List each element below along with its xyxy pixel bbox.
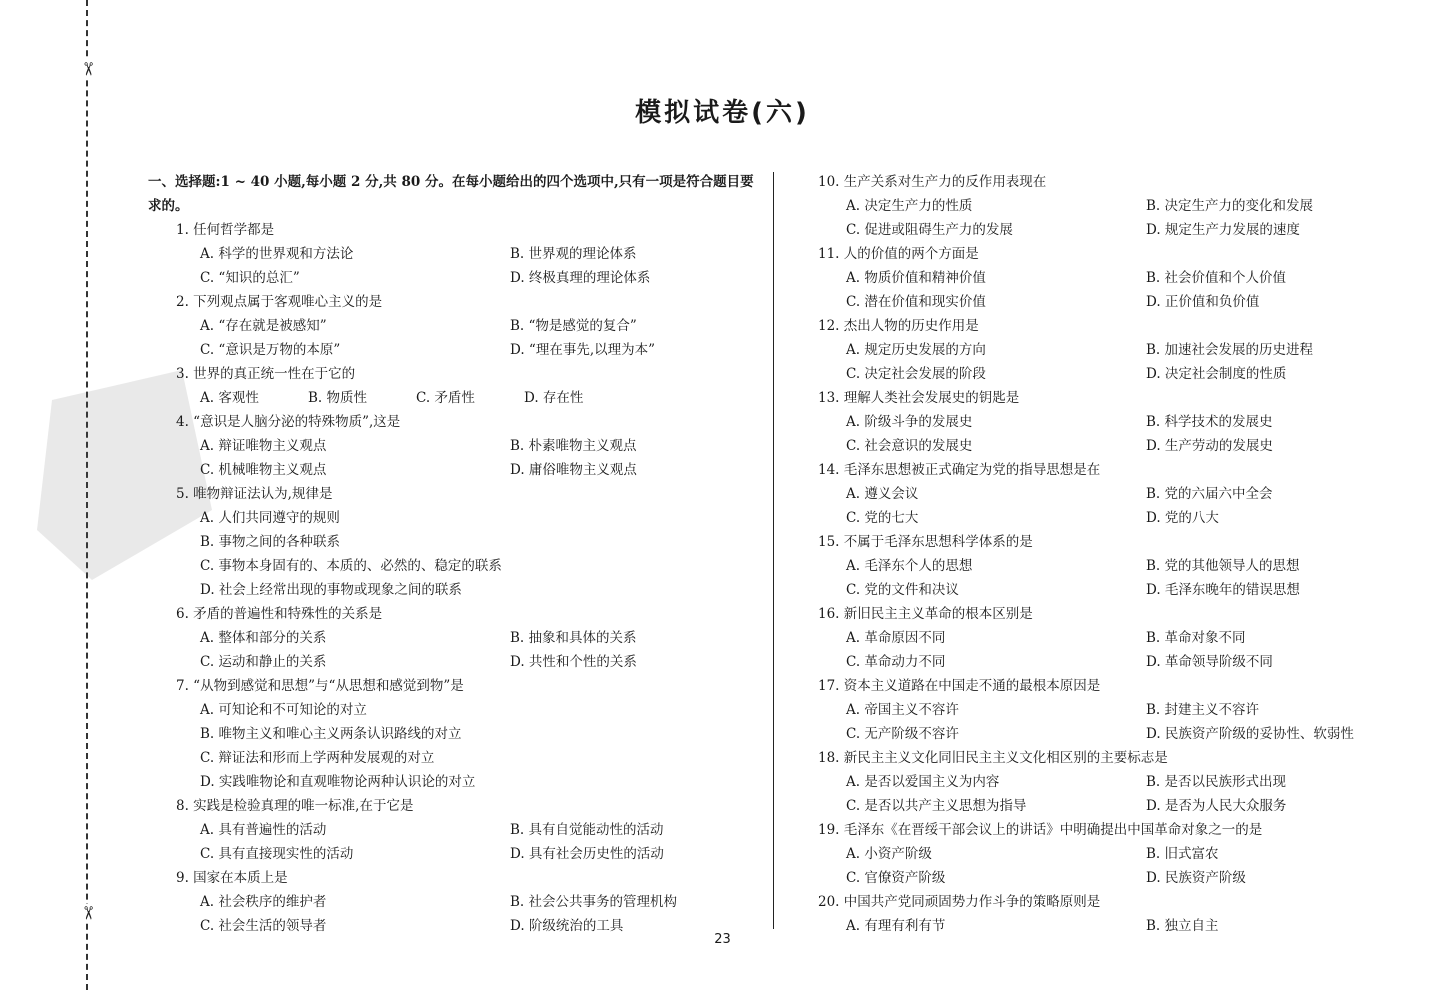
option: D. 毛泽东晚年的错误思想 — [1146, 582, 1300, 598]
options — [148, 386, 760, 410]
question-stem: 1. 任何哲学都是 — [176, 222, 275, 238]
option: A. 客观性 — [200, 390, 259, 406]
options — [818, 554, 1378, 602]
option: A. 决定生产力的性质 — [846, 198, 973, 214]
option: D. 阶级统治的工具 — [510, 918, 624, 934]
question-stem: 12. 杰出人物的历史作用是 — [818, 318, 979, 334]
scissors-icon: ✂ — [77, 61, 98, 77]
option: A. 小资产阶级 — [846, 846, 932, 862]
option: A. 社会秩序的维护者 — [200, 894, 327, 910]
question-stem: 5. 唯物辩证法认为,规律是 — [176, 486, 333, 502]
question-stem: 6. 矛盾的普遍性和特殊性的关系是 — [176, 606, 383, 622]
option: B. 世界观的理论体系 — [510, 246, 637, 262]
options — [148, 698, 760, 794]
option: D. 庸俗唯物主义观点 — [510, 462, 637, 478]
option: D. 生产劳动的发展史 — [1146, 438, 1273, 454]
question-stem: 14. 毛泽东思想被正式确定为党的指导思想是在 — [818, 462, 1101, 478]
options — [818, 770, 1378, 818]
options — [148, 314, 760, 362]
question-stem: 8. 实践是检验真理的唯一标准,在于它是 — [176, 798, 414, 814]
option: C. 机械唯物主义观点 — [200, 462, 327, 478]
option: A. 可知论和不可知论的对立 — [200, 702, 367, 718]
option: A. 是否以爱国主义为内容 — [846, 774, 1000, 790]
options — [148, 890, 760, 938]
option: D. 社会上经常出现的事物或现象之间的联系 — [200, 582, 462, 598]
options — [818, 410, 1378, 458]
option: C. “知识的总汇” — [200, 270, 300, 286]
question-stem: 4. “意识是人脑分泌的特殊物质”,这是 — [176, 414, 401, 430]
option: A. 物质价值和精神价值 — [846, 270, 986, 286]
option: B. 社会价值和个人价值 — [1146, 270, 1287, 286]
question-stem: 11. 人的价值的两个方面是 — [818, 246, 979, 262]
option: B. 具有自觉能动性的活动 — [510, 822, 664, 838]
option: D. 正价值和负价值 — [1146, 294, 1260, 310]
option: C. “意识是万物的本原” — [200, 342, 341, 358]
option: D. “理在事先,以理为本” — [510, 342, 656, 358]
options — [818, 482, 1378, 530]
options — [818, 194, 1378, 242]
option: C. 潜在价值和现实价值 — [846, 294, 986, 310]
left-column — [148, 170, 760, 938]
option: D. 是否为人民大众服务 — [1146, 798, 1287, 814]
option: D. 民族资产阶级的妥协性、软弱性 — [1146, 726, 1354, 742]
question-stem: 15. 不属于毛泽东思想科学体系的是 — [818, 534, 1033, 550]
option: D. 存在性 — [524, 390, 584, 406]
page-number: 23 — [714, 932, 731, 947]
option: A. 辩证唯物主义观点 — [200, 438, 327, 454]
option: D. 民族资产阶级 — [1146, 870, 1246, 886]
option: B. 社会公共事务的管理机构 — [510, 894, 678, 910]
option: B. 事物之间的各种联系 — [200, 534, 341, 550]
option: A. 具有普遍性的活动 — [200, 822, 327, 838]
option: D. 党的八大 — [1146, 510, 1219, 526]
option: D. 具有社会历史性的活动 — [510, 846, 664, 862]
option: B. 朴素唯物主义观点 — [510, 438, 637, 454]
option: C. 社会生活的领导者 — [200, 918, 327, 934]
options — [148, 626, 760, 674]
right-column — [818, 170, 1378, 938]
option: C. 辩证法和形而上学两种发展观的对立 — [200, 750, 435, 766]
options — [148, 242, 760, 290]
option: B. 加速社会发展的历史进程 — [1146, 342, 1314, 358]
option: B. 决定生产力的变化和发展 — [1146, 198, 1314, 214]
question-stem: 2. 下列观点属于客观唯心主义的是 — [176, 294, 383, 310]
option: B. 唯物主义和唯心主义两条认识路线的对立 — [200, 726, 462, 742]
options — [818, 698, 1378, 746]
option: C. 运动和静止的关系 — [200, 654, 327, 670]
options — [818, 338, 1378, 386]
option: B. 物质性 — [308, 390, 368, 406]
option: D. 共性和个性的关系 — [510, 654, 637, 670]
option: C. 矛盾性 — [416, 390, 475, 406]
option: A. 阶级斗争的发展史 — [846, 414, 973, 430]
option: C. 无产阶级不容许 — [846, 726, 959, 742]
option: C. 革命动力不同 — [846, 654, 946, 670]
question-stem: 10. 生产关系对生产力的反作用表现在 — [818, 174, 1047, 190]
option: C. 官僚资产阶级 — [846, 870, 946, 886]
column-divider — [773, 172, 774, 929]
option: A. 人们共同遵守的规则 — [200, 510, 340, 526]
options — [148, 506, 760, 602]
option: C. 决定社会发展的阶段 — [846, 366, 986, 382]
option: A. 帝国主义不容许 — [846, 702, 959, 718]
page-title: 模拟试卷(六) — [635, 98, 810, 128]
options — [818, 842, 1378, 890]
option: B. 封建主义不容许 — [1146, 702, 1260, 718]
options — [818, 266, 1378, 314]
option: C. 事物本身固有的、本质的、必然的、稳定的联系 — [200, 558, 502, 574]
question-stem: 20. 中国共产党同顽固势力作斗争的策略原则是 — [818, 894, 1101, 910]
option: B. 抽象和具体的关系 — [510, 630, 637, 646]
option: C. 具有直接现实性的活动 — [200, 846, 354, 862]
option: A. 毛泽东个人的思想 — [846, 558, 973, 574]
option: C. 党的七大 — [846, 510, 919, 526]
option: C. 党的文件和决议 — [846, 582, 959, 598]
question-stem: 17. 资本主义道路在中国走不通的最根本原因是 — [818, 678, 1101, 694]
question-stem: 7. “从物到感觉和思想”与“从思想和感觉到物”是 — [176, 678, 464, 694]
question-stem: 18. 新民主主义文化同旧民主主义文化相区别的主要标志是 — [818, 750, 1168, 766]
question-stem: 16. 新旧民主主义革命的根本区别是 — [818, 606, 1033, 622]
option: A. 科学的世界观和方法论 — [200, 246, 354, 262]
option: D. 决定社会制度的性质 — [1146, 366, 1287, 382]
option: C. 是否以共产主义思想为指导 — [846, 798, 1027, 814]
options — [148, 818, 760, 866]
option: B. 革命对象不同 — [1146, 630, 1246, 646]
option: B. 科学技术的发展史 — [1146, 414, 1273, 430]
option: D. 实践唯物论和直观唯物论两种认识论的对立 — [200, 774, 476, 790]
option: B. 是否以民族形式出现 — [1146, 774, 1287, 790]
option: A. 规定历史发展的方向 — [846, 342, 986, 358]
options — [818, 626, 1378, 674]
option: A. 革命原因不同 — [846, 630, 946, 646]
question-stem: 3. 世界的真正统一性在于它的 — [176, 366, 356, 382]
question-stem: 19. 毛泽东《在晋绥干部会议上的讲话》中明确提出中国革命对象之一的是 — [818, 822, 1263, 838]
option: D. 规定生产力发展的速度 — [1146, 222, 1300, 238]
section-header: 一、选择题:1 ~ 40 小题,每小题 2 分,共 80 分。在每小题给出的四个选项中,只有一项是符合题目要求的。 — [148, 174, 754, 214]
option: B. 旧式富农 — [1146, 846, 1219, 862]
option: C. 社会意识的发展史 — [846, 438, 973, 454]
option: D. 革命领导阶级不同 — [1146, 654, 1273, 670]
options — [148, 434, 760, 482]
option: C. 促进或阻碍生产力的发展 — [846, 222, 1013, 238]
option: A. 整体和部分的关系 — [200, 630, 327, 646]
option: A. 遵义会议 — [846, 486, 919, 502]
option: B. 党的其他领导人的思想 — [1146, 558, 1300, 574]
option: B. 党的六届六中全会 — [1146, 486, 1273, 502]
option: B. “物是感觉的复合” — [510, 318, 637, 334]
question-stem: 13. 理解人类社会发展史的钥匙是 — [818, 390, 1020, 406]
option: A. 有理有利有节 — [846, 918, 946, 934]
option: D. 终极真理的理论体系 — [510, 270, 651, 286]
option: B. 独立自主 — [1146, 918, 1219, 934]
question-stem: 9. 国家在本质上是 — [176, 870, 288, 886]
option: A. “存在就是被感知” — [200, 318, 327, 334]
scissors-icon: ✂ — [77, 905, 98, 921]
